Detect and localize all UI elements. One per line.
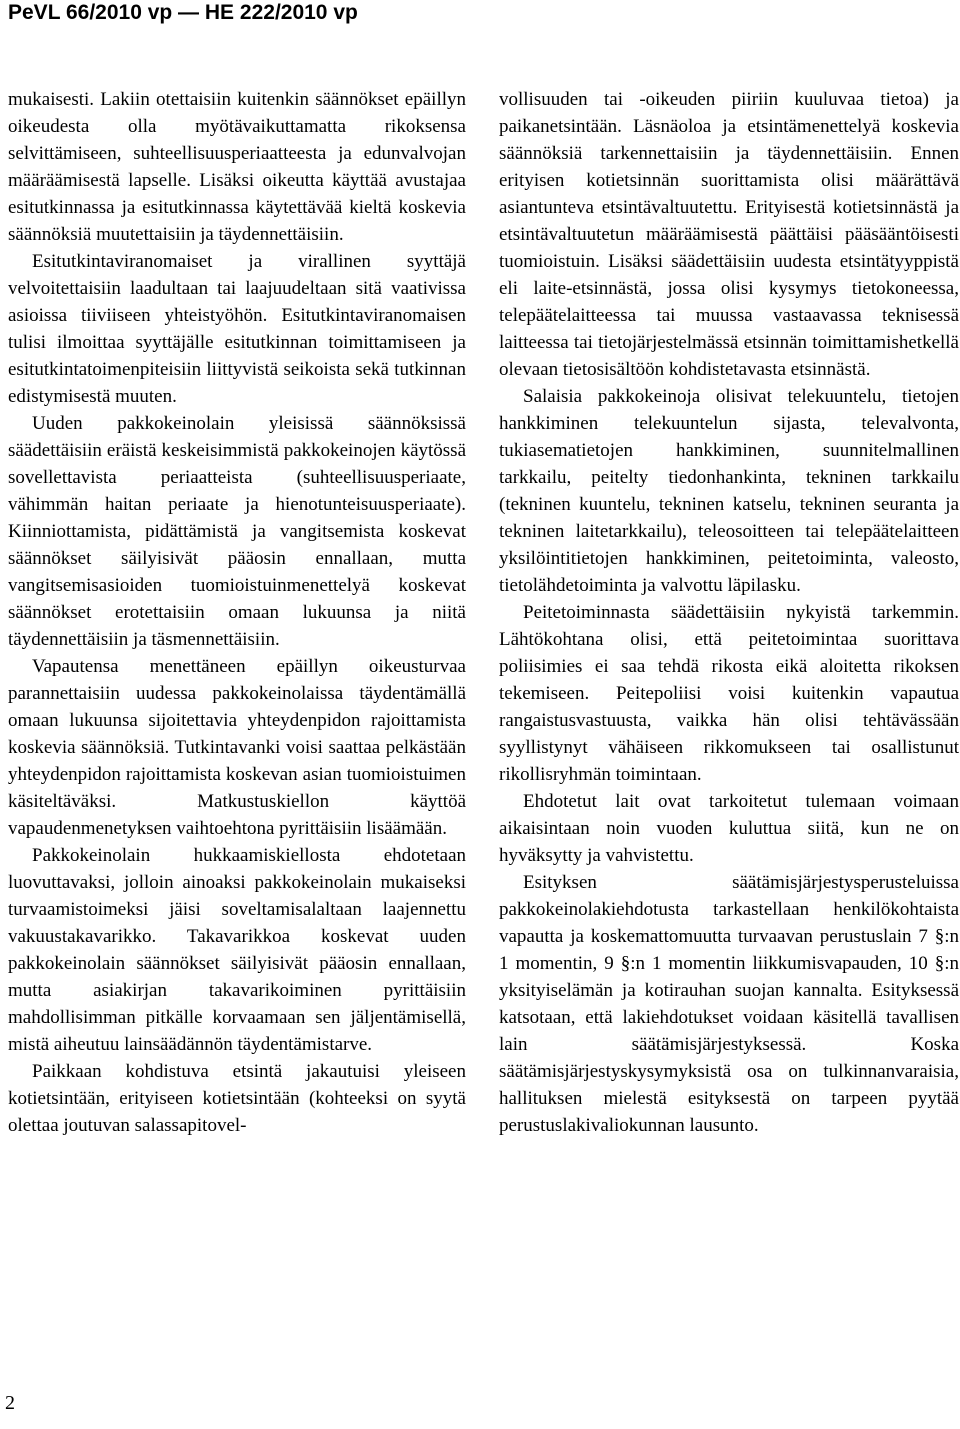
left-column bbox=[8, 86, 466, 1139]
paragraph: Vapautensa menettäneen epäillyn oikeusturvaa parannettaisiin uudessa pakkokeinolaissa täydentämällä omaan lukuunsa sijoitettavia yhteydenpidon rajoittamista koskevia säännöksiä. Tutkintavanki voisi saattaa pelkästään yhteydenpidon rajoittamista koskevan asian tuomioistuimen käsiteltäväksi. Matkustuskiellon käyttöä vapaudenmenetyksen vaihtoehtona pyrittäisiin lisäämään. bbox=[8, 656, 466, 839]
paragraph: Pakkokeinolain hukkaamiskiellosta ehdotetaan luovuttavaksi, jolloin ainoaksi pakkokeinolain mukaiseksi turvaamistoimeksi jäisi soveltamisalaltaan laajennettu vakuustakavarikko. Takavarikkoa koskevat uuden pakkokeinolain säännökset säilyisivät pääosin ennallaan, mutta asiakirjan takavarikoiminen pyrittäisiin mahdollisimman pitkälle korvaamaan sen jäljentämisellä, mistä aiheutuu lainsäädännön täydentämistarve. bbox=[8, 845, 466, 1055]
right-column bbox=[499, 86, 959, 1139]
paragraph: Esitutkintaviranomaiset ja virallinen syyttäjä velvoitettaisiin laadultaan tai laajuudeltaan sitä vaativissa asioissa tiiviiseen yhteistyöhön. Esitutkintaviranomaisen tulisi ilmoittaa syyttäjälle esitutkinnan toimittamiseen ja esitutkintatoimenpiteisiin liittyvistä seikoista sekä tutkinnan edistymisestä muuten. bbox=[8, 251, 466, 407]
paragraph: Peitetoiminnasta säädettäisiin nykyistä tarkemmin. Lähtökohtana olisi, että peitetoimintaa suorittava poliisimies ei saa tehdä rikosta eikä aloitetta rikoksen tekemiseen. Peitepoliisi voisi kuitenkin vapautua rangaistusvastuusta, vaikka hän olisi tehtävässään syyllistynyt vähäiseen rikkomukseen tai osallistunut rikollisryhmän toimintaan. bbox=[499, 602, 959, 785]
paragraph: Esityksen säätämisjärjestysperusteluissa pakkokeinolakiehdotusta tarkastellaan henkilökohtaista vapautta ja koskemattomuutta turvaavan perustuslain 7 §:n 1 momentin, 9 §:n 1 momentin liikkumisvapauden, 10 §:n yksityiselämän ja kotirauhan suojan kannalta. Esityksessä katsotaan, että lakiehdotukset voidaan käsitellä tavallisen lain säätämisjärjestyksessä. Koska säätämisjärjestyskysymyksistä osa on tulkinnanvaraisia, hallituksen mielestä esityksestä on tarpeen pyytää perustuslakivaliokunnan lausunto. bbox=[499, 872, 959, 1136]
paragraph: Salaisia pakkokeinoja olisivat telekuuntelu, tietojen hankkiminen telekuuntelun sijasta, televalvonta, tukiasematietojen hankkiminen, suunnitelmallinen tarkkailu, peitelty tiedonhankinta, tekninen tarkkailu (tekninen kuuntelu, tekninen katselu, tekninen seuranta ja tekninen laitetarkkailu), teleosoitteen tai telepäätelaitteen yksilöintitietojen hankkiminen, peitetoiminta, valeosto, tietolähdetoiminta ja valvottu läpilasku. bbox=[499, 386, 959, 596]
paragraph: vollisuuden tai -oikeuden piiriin kuuluvaa tietoa) ja paikanetsintään. Läsnäoloa ja etsintämenettelyä koskevia säännöksiä tarkennettaisiin ja täydennettäisiin. Ennen erityisen kotietsinnän suorittamista olisi määrättävä asiantunteva etsintävaltuutettu. Erityisestä kotietsinnästä ja etsintävaltuutetun määräämisestä päättäisi pääsääntöisesti tuomioistuin. Lisäksi säädettäisiin uudesta etsintätyyppistä eli laite-etsinnästä, jossa olisi kysymys tietokoneessa, telepäätelaitteessa tai muussa vastaavassa teknisessä laitteessa tai tietojärjestelmässä etsinnän toimittamishetkellä olevaan tietosisältöön kohdistetavasta etsinnästä. bbox=[499, 89, 959, 380]
paragraph: Ehdotetut lait ovat tarkoitetut tulemaan voimaan aikaisintaan noin vuoden kuluttua siitä, kun ne on hyväksytty ja vahvistettu. bbox=[499, 791, 959, 866]
running-header: PeVL 66/2010 vp — HE 222/2010 vp bbox=[8, 1, 358, 24]
paragraph: Uuden pakkokeinolain yleisissä säännöksissä säädettäisiin eräistä keskeisimmistä pakkokeinojen käytössä sovellettavista periaatteista (suhteellisuusperiaate, vähimmän haitan periaate ja hienotunteisuusperiaate). Kiinniottamista, pidättämistä ja vangitsemista koskevat säännökset säilyisivät pääosin ennallaan, mutta vangitsemisasioiden tuomioistuinmenettelyä koskevat säännökset erotettaisiin omaan lukuunsa ja niitä täydennettäisiin ja täsmennettäisiin. bbox=[8, 413, 466, 650]
page-number: 2 bbox=[5, 1392, 15, 1414]
paragraph: mukaisesti. Lakiin otettaisiin kuitenkin säännökset epäillyn oikeudesta olla myötävaikuttamatta rikoksensa selvittämiseen, suhteellisuusperiaatteesta ja edunvalvojan määräämisestä lapselle. Lisäksi oikeutta käyttää avustajaa esitutkinnassa ja esitutkinnassa käytettävää kieltä koskevia säännöksiä muutettaisiin ja täydennettäisiin. bbox=[8, 89, 466, 245]
paragraph: Paikkaan kohdistuva etsintä jakautuisi yleiseen kotietsintään, erityiseen kotietsintään (kohteeksi on syytä olettaa joutuvan salassapitovel- bbox=[8, 1061, 466, 1136]
